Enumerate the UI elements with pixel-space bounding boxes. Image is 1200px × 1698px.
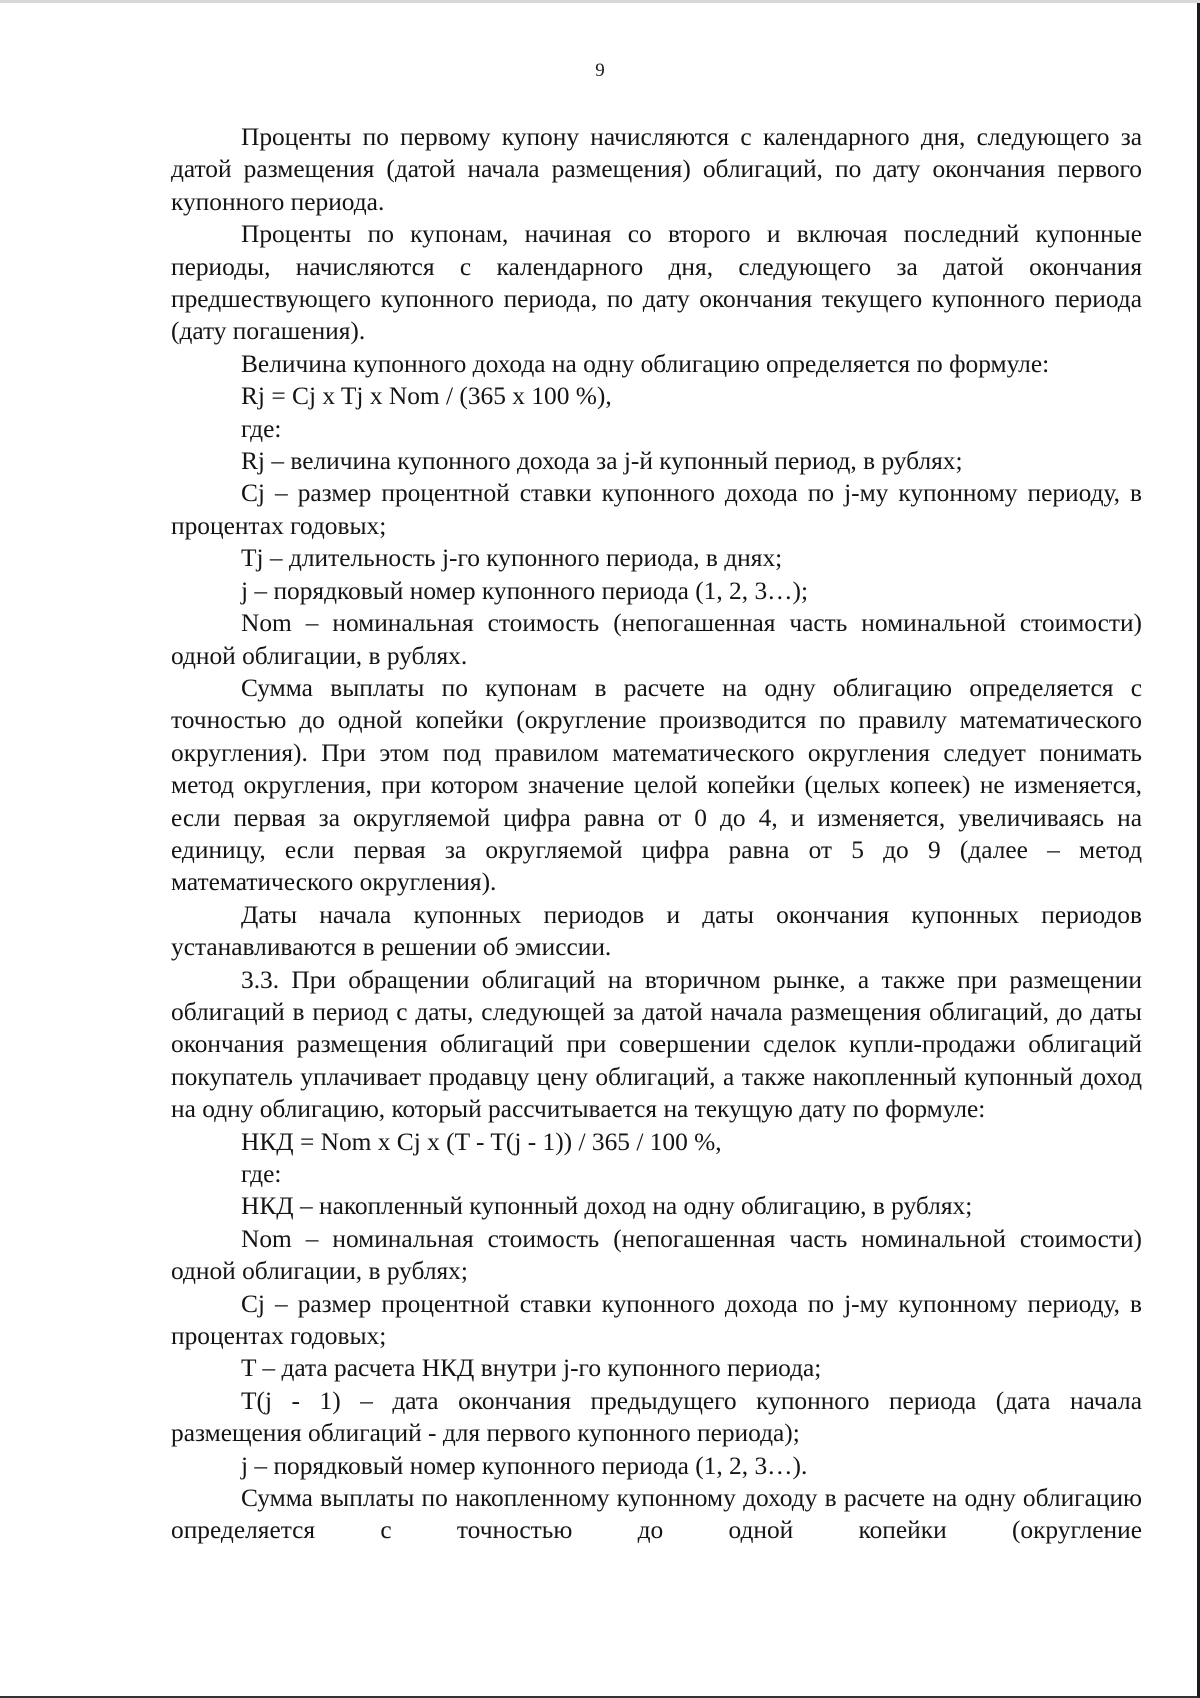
paragraph: Проценты по купонам, начиная со второго и включая последний купонные периоды, начисляются с календарного дня, следующего за датой окончания предшествующего купонного периода, по дату окончания текущего купонного периода (дату погашения). xyxy=(171,220,1142,346)
definition-item: T – дата расчета НКД внутри j-го купонного периода; xyxy=(241,1354,822,1383)
definition-item: T(j - 1) – дата окончания предыдущего купонного периода (дата начала размещения облигаций - для первого купонного периода); xyxy=(171,1386,1142,1448)
definition-item: Tj – длительность j-го купонного периода, в днях; xyxy=(241,544,783,573)
definition-item: Cj – размер процентной ставки купонного дохода по j-му купонному периоду, в процентах годовых; xyxy=(171,1289,1142,1351)
definition-item: Cj – размер процентной ставки купонного дохода по j-му купонному периоду, в процентах годовых; xyxy=(171,479,1142,540)
paragraph: Даты начала купонных периодов и даты окончания купонных периодов устанавливаются в решении об эмиссии. xyxy=(171,900,1142,962)
definition-item: Nom – номинальная стоимость (непогашенная часть номинальной стоимости) одной облигации, в рублях; xyxy=(171,1224,1142,1286)
page-number: 9 xyxy=(595,60,605,81)
scan-edge xyxy=(0,0,1200,3)
paragraph: где: xyxy=(241,1160,282,1188)
paragraph: Сумма выплаты по накопленному купонному доходу в расчете на одну облигацию определяется с точностью до одной копейки (округление xyxy=(171,1484,1142,1545)
paragraph: Проценты по первому купону начисляются с календарного дня, следующего за датой размещения (датой начала размещения) облигаций, по дату окончания первого купонного периода. xyxy=(171,123,1142,216)
formula: Rj = Cj x Tj x Nom / (365 x 100 %), xyxy=(241,382,612,411)
definition-item: j – порядковый номер купонного периода (1, 2, 3…); xyxy=(241,576,809,605)
definition-item: Nom – номинальная стоимость (непогашенная часть номинальной стоимости) одной облигации, в рублях. xyxy=(171,609,1142,670)
paragraph: Величина купонного дохода на одну облигацию определяется по формуле: xyxy=(241,349,1050,378)
definition-item: НКД – накопленный купонный доход на одну облигацию, в рублях; xyxy=(241,1192,973,1221)
paragraph: 3.3. При обращении облигаций на вторичном рынке, а также при размещении облигаций в период с даты, следующей за датой начала размещения облигаций, до даты окончания размещения облигаций при совершении сделок купли-продажи облигаций покупатель уплачивает продавцу цену облигаций, а также накопленный купонный доход на одну облигацию, который рассчитывается на текущую дату по формуле: xyxy=(171,965,1142,1124)
definition-item: Rj – величина купонного дохода за j-й купонный период, в рублях; xyxy=(241,447,963,476)
paragraph: где: xyxy=(241,414,282,443)
definition-item: j – порядковый номер купонного периода (1, 2, 3…). xyxy=(241,1451,808,1480)
document-body xyxy=(171,121,1142,1547)
formula: НКД = Nom x Cj x (T - T(j - 1)) / 365 / 100 %, xyxy=(241,1127,722,1156)
paragraph: Сумма выплаты по купонам в расчете на одну облигацию определяется с точностью до одной копейки (округление производится по правилу математического округления). При этом под правилом математического округления следует понимать метод округления, при котором значение целой копейки (целых копеек) не изменяется, если первая за округляемой цифра равна от 0 до 4, и изменяется, увеличиваясь на единицу, если первая за округляемой цифра равна от 5 до 9 (далее – метод математического округления). xyxy=(171,673,1142,897)
